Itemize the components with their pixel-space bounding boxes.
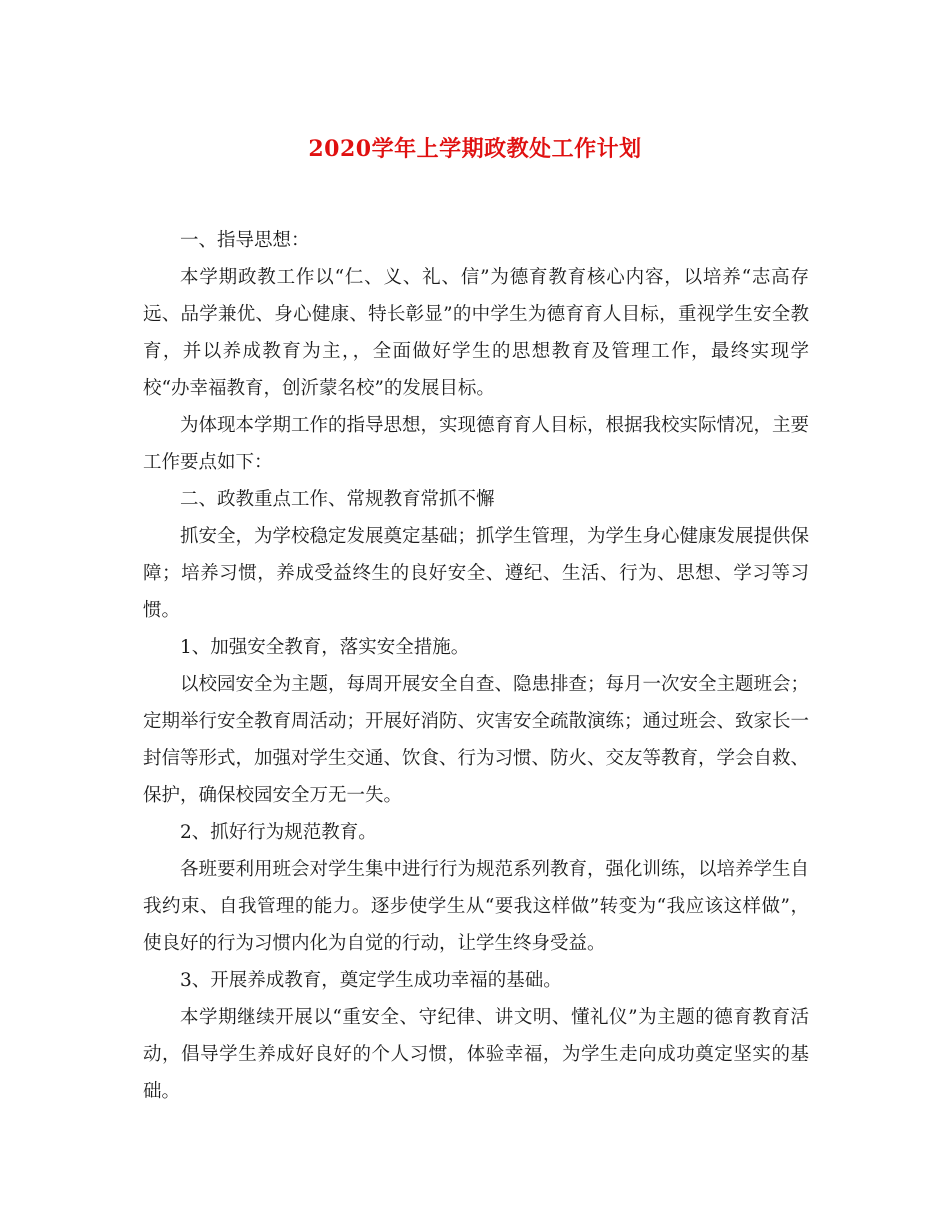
subheading-behavior-norms: 2、抓好行为规范教育。 — [180, 822, 377, 843]
paragraph-guiding-content: 本学期政教工作以“仁、义、礼、信”为德育教育核心内容，以培养“志高存远、品学兼优、身心健康、特长彰显”的中学生为德育育人目标，重视学生安全教育，并以养成教育为主，，全面做好学生的思想教育及管理工作，最终实现学校“办幸福教育，创沂蒙名校”的发展目标。 — [143, 267, 809, 399]
paragraph-work-points-intro: 为体现本学期工作的指导思想，实现德育育人目标，根据我校实际情况，主要工作要点如下： — [143, 415, 810, 473]
subheading-safety-education: 1、加强安全教育，落实安全措施。 — [180, 637, 470, 658]
subheading-habit-education: 3、开展养成教育，奠定学生成功幸福的基础。 — [180, 970, 562, 991]
paragraph-behavior-norms: 各班要利用班会对学生集中进行行为规范系列教育，强化训练，以培养学生自我约束、自我管理的能力。逐步使学生从“要我这样做”转变为“我应该这样做”，使良好的行为习惯内化为自觉的行动，让学生终身受益。 — [143, 859, 810, 954]
section-heading-guiding-ideology: 一、指导思想： — [180, 230, 310, 251]
document-title: 2020学年上学期政教处工作计划 — [308, 136, 642, 162]
section-heading-key-work: 二、政教重点工作、常规教育常抓不懈 — [180, 489, 495, 510]
paragraph-safety-education: 以校园安全为主题，每周开展安全自查、隐患排查；每月一次安全主题班会；定期举行安全教育周活动；开展好消防、灾害安全疏散演练；通过班会、致家长一封信等形式，加强对学生交通、饮食、行为习惯、防火、交友等教育，学会自救、保护，确保校园安全万无一失。 — [143, 674, 810, 806]
document-body — [143, 222, 809, 1110]
paragraph-key-work: 抓安全，为学校稳定发展奠定基础；抓学生管理，为学生身心健康发展提供保障；培养习惯，养成受益终生的良好安全、遵纪、生活、行为、思想、学习等习惯。 — [143, 526, 810, 621]
paragraph-habit-education: 本学期继续开展以“重安全、守纪律、讲文明、懂礼仪”为主题的德育教育活动，倡导学生养成好良好的个人习惯，体验幸福，为学生走向成功奠定坚实的基础。 — [143, 1007, 809, 1102]
